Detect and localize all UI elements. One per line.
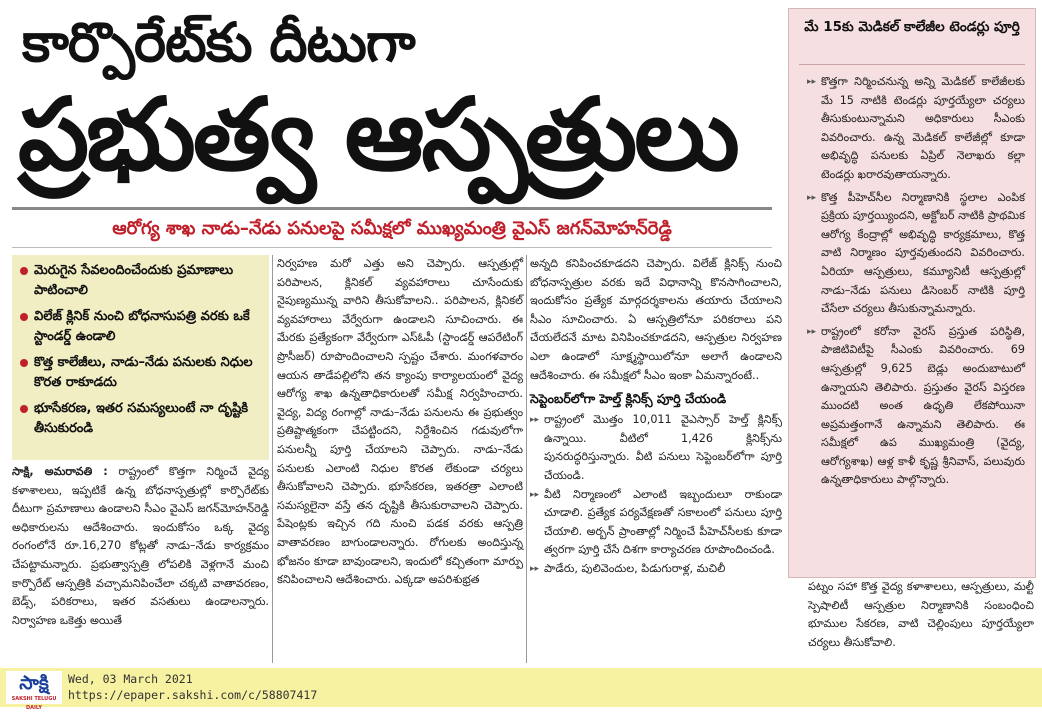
logo-wordmark: సాక్షి bbox=[19, 672, 49, 694]
bullet-text: పాడేరు, పులివెందుల, పిడుగురాళ్ల, మచిలీ bbox=[544, 561, 726, 575]
sakshi-logo[interactable] bbox=[6, 671, 62, 711]
logo-tagline: SAKSHI TELUGU DAILY bbox=[11, 696, 57, 711]
bullet-paragraph bbox=[807, 189, 1025, 319]
sidebar-title: మే 15కు మెడికల్‌ కాలేజీల టెండర్లు పూర్తి bbox=[799, 15, 1025, 65]
article-column-2 bbox=[277, 255, 523, 663]
bullet-text: రాష్ట్రంలో మొత్తం 10,011 వైఎస్సార్‌ హెల్త్‌ క్లినిక్స్‌ ఉన్నాయి. వీటిలో 1,426 క్లినిక్స్‌ను పునరుద్ధరిస్తున్నారు. వీటి పనులు సెప్టెంబర్‌లోగా పూర్తి చేయండి. bbox=[544, 413, 782, 482]
subhead: ఆరోగ్య శాఖ నాడు–నేడు పనులపై సమీక్షలో ముఖ్యమంత్రి వైఎస్‌ జగన్‌మోహన్‌రెడ్డి bbox=[112, 218, 672, 239]
article-text: రాష్ట్రంలో కొత్తగా నిర్మించే వైద్య కళాశాలలు, ఇప్పటికే ఉన్న బోధనాస్పత్రుల్లో కార్పొరేట్‌కు దీటుగా ప్రమాణాలు ఉండాలని సీఎం వైఎస్‌ జగన్‌మోహన్‌రెడ్డి అధికారులను ఆదేశించారు. ఇందుకోసం ఒక్క వైద్య రంగంలోనే రూ.16,270 కోట్లతో నాడు–నేడు కార్యక్రమం చేపట్టామన్నారు. ప్రభుత్వాస్పత్రి లోపలికి వెళ్లగానే మంచి కార్పొరేట్‌ ఆస్పత్రికి వచ్చామనిపించేలా చక్కటి వాతావరణం, బెడ్స్‌, పరికరాలు, ఇతర వసతులు ఉండాలన్నారు. నిర్వాహణ ఒకెత్తు అయితే bbox=[12, 465, 269, 627]
article-text: అన్నది కనిపించకూడదని చెప్పారు. విలేజ్‌ క్లినిక్స్‌ నుంచి బోధనాస్పత్రుల వరకు ఇదే విధానాన్ని కొనసాగించాలని, ఇందుకోసం ప్రత్యేక మార్గదర్శకాలను తయారు చేయాలని సీఎం సూచించారు. ఏ ఆస్పత్రిలోనూ పరికరాలు పని చేయలేదనే మాట వినిపించకూడదని, ఆస్పత్రుల నిర్వహణ ఎలా ఉండాలో సూక్ష్మస్థాయిలోనూ అలాగే ఉండాలని ఆదేశించారు. ఈ సమీక్షలో సీఎం ఇంకా ఏమన్నారంటే.. bbox=[530, 257, 782, 382]
bullet-text: కొత్త పీహెచ్‌సీల నిర్మాణానికి స్థలాల ఎంపిక ప్రక్రియ పూర్తయ్యిందని, అక్టోబర్‌ నాటికి ప్రాథమిక ఆరోగ్య కేంద్రాల్లో అభివృద్ధి కార్యక్రమాలు, కొత్త వాటి నిర్మాణం పూర్తవుతుందని వివరించారు. ఏరియా ఆస్పత్రులు, కమ్యూనిటీ ఆస్పత్రుల్లో నాడు–నేడు పనులు డిసెంబర్‌ నాటికి పూర్తి చేసేలా చర్యలు తీసుకున్నామన్నారు. bbox=[821, 190, 1025, 316]
sidebar-body bbox=[789, 71, 1035, 490]
headline-main: ప్రభుత్వ ఆస్పత్రులు bbox=[18, 76, 737, 193]
highlights-box bbox=[12, 255, 269, 460]
double-arrow-icon: ▸▸ bbox=[807, 77, 817, 87]
bullet-text: వీటి నిర్మాణంలో ఎలాంటి ఇబ్బందులూ రాకుండా చూడాలి. ప్రత్యేక పర్యవేక్షణతో సకాలంలో పనులు పూర్తి చేయాలి. అర్బన్‌ ప్రాంతాల్లో నిర్మించే పీహెచ్‌సీలకు కూడా త్వరగా పూర్తి చేసే దిశగా కార్యాచరణ రూపొందించండి. bbox=[544, 487, 782, 557]
double-arrow-icon: ▸▸ bbox=[807, 326, 817, 337]
sidebar-box bbox=[788, 8, 1036, 578]
footer-bar bbox=[0, 668, 1042, 711]
bullet-dot-icon bbox=[20, 267, 28, 275]
highlight-text: మెరుగైన సేవలందించేందుకు ప్రమాణాలు పాటించాలి bbox=[34, 263, 234, 298]
article-text: పట్నం సహా కొత్త వైద్య కళాశాలలు, ఆస్పత్రులు, మల్టీ స్పెషాలిటీ ఆస్పత్రుల నిర్మాణానికి సంబంధించి భూముల సేకరణ, వాటి చెల్లింపులు పూర్తయ్యేలా చర్యలు తీసుకోవాలి. bbox=[808, 580, 1034, 649]
double-arrow-icon: ▸▸ bbox=[530, 563, 540, 574]
bullet-paragraph bbox=[530, 486, 782, 560]
bullet-text: రాష్ట్రంలో కరోనా వైరస్‌ ప్రస్తుత పరిస్థితి, పాజిటివిటీపై సీఎంకు వివరించారు. 69 ఆస్పత్రుల్లో 9,625 బెడ్లు అందుబాటులో ఉన్నాయని తెలిపారు. ప్రస్తుతం వైరస్‌ విస్తరణ ముందటి అంత ఉధృతి లేకపోయినా అప్రమత్తంగానే ఉన్నామని తెలిపారు. ఈ సమీక్షలో ఉప ముఖ్యమంత్రి (వైద్య, ఆరోగ్యశాఖ) ఆళ్ల కాళీ కృష్ణ శ్రీనివాస్‌, పలువురు ఉన్నతాధికారులు పాల్గొన్నారు. bbox=[821, 324, 1025, 487]
highlight-text: విలేజ్‌ క్లినిక్‌ నుంచి బోధనాసుపత్రి వరకు ఒకే స్టాండర్డ్‌ ఉండాలి bbox=[34, 309, 250, 344]
article-column-1 bbox=[12, 463, 269, 663]
headline-kicker: కార్పొరేట్‌కు దీటుగా bbox=[22, 11, 415, 74]
highlight-item bbox=[20, 353, 263, 393]
edition-date: Wed, 03 March 2021 bbox=[68, 672, 193, 686]
bullet-dot-icon bbox=[20, 313, 28, 321]
article-text: నిర్వహణ మరో ఎత్తు అని చెప్పారు. ఆస్పత్రుల్లో పరిపాలన, క్లినికల్‌ వ్యవహారాలు చూసేందుకు నైపుణ్యమున్న వారిని తీసుకోవాలని.. పరిపాలన, క్లినికల్‌ వ్యవహారాలు వేర్వేరుగా ఉండాలని సూచించారు. ఈ మేరకు ప్రత్యేకంగా వేర్వేరుగా ఎస్‌ఓపీ (స్టాండర్డ్‌ ఆపరేటింగ్‌ ప్రొసీజర్‌) రూపొందించాలని స్పష్టం చేశారు. మంగళవారం ఆయన తాడేపల్లిలోని తన క్యాంపు కార్యాలయంలో వైద్య ఆరోగ్య శాఖ ఉన్నతాధికారులతో సమీక్ష నిర్వహించారు. వైద్య, విద్య రంగాల్లో నాడు–నేడు పనులను ఈ ప్రభుత్వం ప్రతిష్టాత్మకంగా చేపట్టిందని, నిర్దేశించిన గడువులోగా పనులన్నీ పూర్తి చేయాలని చెప్పారు. నాడు–నేడు పనులకు ఎలాంటి నిధుల కొరత లేకుండా చర్యలు తీసుకోవాలని చెప్పారు. భూసేకరణ, ఇతరత్రా ఎలాంటి సమస్యలైనా వస్తే తన దృష్టికి తీసుకురావాలని చెప్పారు. పేషెంట్లకు ఇచ్చిన గది నుంచి పడక వరకు ఆస్పత్రి వాతావరణం బాగుండాలన్నారు. రోగులకు అందిస్తున్న భోజనం కూడా బావుండాలని, ఇందులో కచ్చితంగా మార్పు కనిపించాలని ఆదేశించారు. ఎక్కడా అపరిశుభ్రత bbox=[277, 257, 523, 587]
bullet-paragraph bbox=[807, 323, 1025, 490]
bullet-dot-icon bbox=[20, 405, 28, 413]
dateline: సాక్షి, అమరావతి : bbox=[12, 465, 108, 478]
bullet-paragraph bbox=[807, 73, 1025, 185]
article-column-3 bbox=[530, 255, 782, 663]
epaper-link[interactable]: https://epaper.sakshi.com/c/58807417 bbox=[68, 688, 318, 702]
section-subheading: సెప్టెంబర్‌లోగా హెల్త్‌ క్లినిక్స్‌ పూర్తి చేయండి bbox=[530, 391, 727, 407]
bullet-dot-icon bbox=[20, 359, 28, 367]
bullet-paragraph bbox=[530, 411, 782, 485]
highlight-text: భూసేకరణ, ఇతర సమస్యలుంటే నా దృష్టికి తీసుకురండి bbox=[34, 401, 249, 436]
double-arrow-icon: ▸▸ bbox=[530, 415, 540, 426]
highlight-item bbox=[20, 399, 263, 439]
highlight-text: కొత్త కాలేజీలు, నాడు–నేడు పనులకు నిధుల కొరత రాకూడదు bbox=[34, 355, 253, 390]
double-arrow-icon: ▸▸ bbox=[807, 192, 817, 203]
highlight-item bbox=[20, 307, 263, 347]
bullet-text: కొత్తగా నిర్మించనున్న అన్ని మెడికల్‌ కాలేజీలకు మే 15 నాటికి టెండర్లు పూర్తయ్యేలా చర్యలు తీసుకుంటున్నామని అధికారులు సీఎంకు వివరించారు. ఉన్న మెడికల్‌ కాలేజీల్లో కూడా అభివృద్ధి పనులకు ఏప్రిల్‌ నెలాఖరు కల్లా టెండర్లు ఖరారవుతాయన్నారు. bbox=[821, 75, 1025, 181]
double-arrow-icon: ▸▸ bbox=[530, 489, 540, 500]
highlight-item bbox=[20, 261, 263, 301]
bullet-paragraph bbox=[530, 560, 782, 579]
subhead-rule bbox=[12, 247, 772, 248]
headline-rule bbox=[12, 207, 772, 210]
column-divider bbox=[526, 255, 527, 663]
article-paragraph bbox=[12, 463, 269, 630]
article-column-4 bbox=[808, 578, 1034, 663]
column-divider bbox=[272, 255, 273, 663]
